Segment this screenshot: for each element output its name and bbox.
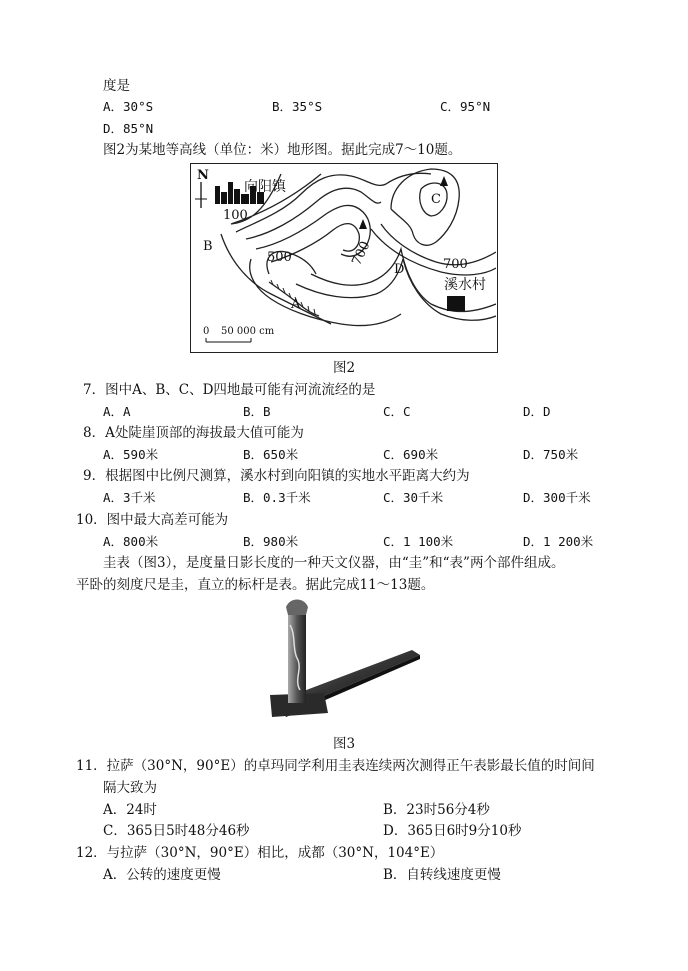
q12-option-b: B．自转线速度更慢 (383, 867, 501, 883)
fig3-caption: 图3 (333, 736, 356, 752)
prev-option-b: B．35°S (272, 99, 323, 114)
contour-line (250, 259, 401, 326)
point-b-label: B (203, 239, 213, 254)
q9-option-a: A．3千米 (103, 490, 156, 505)
q10-option-c: C．1 100米 (383, 534, 454, 549)
q12-stem: 12．与拉萨（30°N，90°E）相比，成都（30°N，104°E） (76, 845, 444, 861)
fig2-caption: 图2 (333, 360, 356, 376)
point-c-label: C (431, 192, 441, 207)
pole-top-ornament (286, 600, 308, 616)
contour-line-hill-c (391, 169, 459, 245)
peak-icon (440, 176, 448, 186)
q8-option-d: D．750米 (523, 447, 579, 462)
q11-stem-line2: 隔大致为 (103, 780, 157, 796)
point-a-label: A (291, 297, 301, 312)
q8-option-c: C．690米 (383, 447, 439, 462)
contour-label-700-b: 700 (443, 257, 468, 272)
q10-option-b: B．980米 (243, 534, 299, 549)
contour-line (256, 205, 370, 256)
village-icon (447, 296, 465, 311)
q11-option-b: B．23时56分4秒 (383, 802, 490, 818)
q9-option-c: C．30千米 (383, 490, 444, 505)
gnomon-photo (262, 595, 422, 725)
guibiao-intro-line1: 圭表（图3），是度量日影长度的一种天文仪器，由“圭”和“表”两个部件组成。 (103, 555, 565, 571)
prev-option-d: D．85°N (103, 121, 154, 136)
q8-option-b: B．650米 (243, 447, 299, 462)
peak-icon (359, 219, 367, 229)
scale-value: 50 000 cm (221, 326, 275, 337)
q11-option-d: D．365日6时9分10秒 (383, 823, 522, 839)
contour-label-700-a: 700 (349, 239, 374, 268)
prev-option-c: C．95°N (440, 99, 491, 114)
q10-option-a: A．800米 (103, 534, 159, 549)
q9-option-b: B．0.3千米 (243, 490, 311, 505)
biao-pole (288, 605, 306, 703)
fig2-intro: 图2为某地等高线（单位：米）地形图。据此完成7～10题。 (103, 142, 462, 158)
north-label: N (197, 168, 209, 183)
prev-question-tail: 度是 (103, 78, 130, 94)
q7-option-d: D．D (523, 404, 551, 419)
q11-option-c: C．365日5时48分46秒 (103, 823, 250, 839)
contour-label-100: 100 (223, 208, 248, 223)
q9-option-d: D．300千米 (523, 490, 591, 505)
prev-option-a: A．30°S (103, 99, 154, 114)
point-d-label: D (394, 262, 405, 277)
scale-zero: 0 (203, 326, 210, 337)
q9-stem: 9．根据图中比例尺测算，溪水村到向阳镇的实地水平距离大约为 (83, 468, 470, 484)
q7-option-c: C．C (383, 404, 411, 419)
q11-option-a: A．24时 (103, 802, 157, 818)
contour-map (190, 163, 498, 353)
q8-option-a: A．590米 (103, 447, 159, 462)
q8-stem: 8．A处陡崖顶部的海拔最大值可能为 (83, 425, 304, 441)
q10-stem: 10．图中最大高差可能为 (76, 512, 229, 528)
q7-option-b: B．B (243, 404, 271, 419)
q10-option-d: D．1 200米 (523, 534, 594, 549)
q12-option-a: A．公转的速度更慢 (103, 867, 221, 883)
contour-label-500: 500 (267, 250, 292, 265)
q7-option-a: A．A (103, 404, 131, 419)
village-label: 溪水村 (444, 277, 486, 293)
q7-stem: 7．图中A、B、C、D四地最可能有河流流经的是 (83, 382, 376, 398)
contour-line (381, 224, 496, 265)
guibiao-intro-line2: 平卧的刻度尺是圭，直立的标杆是表。据此完成11～13题。 (76, 577, 435, 593)
gnomon-photo-svg (262, 595, 422, 725)
town-label: 向阳镇 (244, 179, 286, 195)
q11-stem-line1: 11．拉萨（30°N，90°E）的卓玛同学利用圭表连续两次测得正午表影最长值的时间间 (76, 758, 595, 774)
